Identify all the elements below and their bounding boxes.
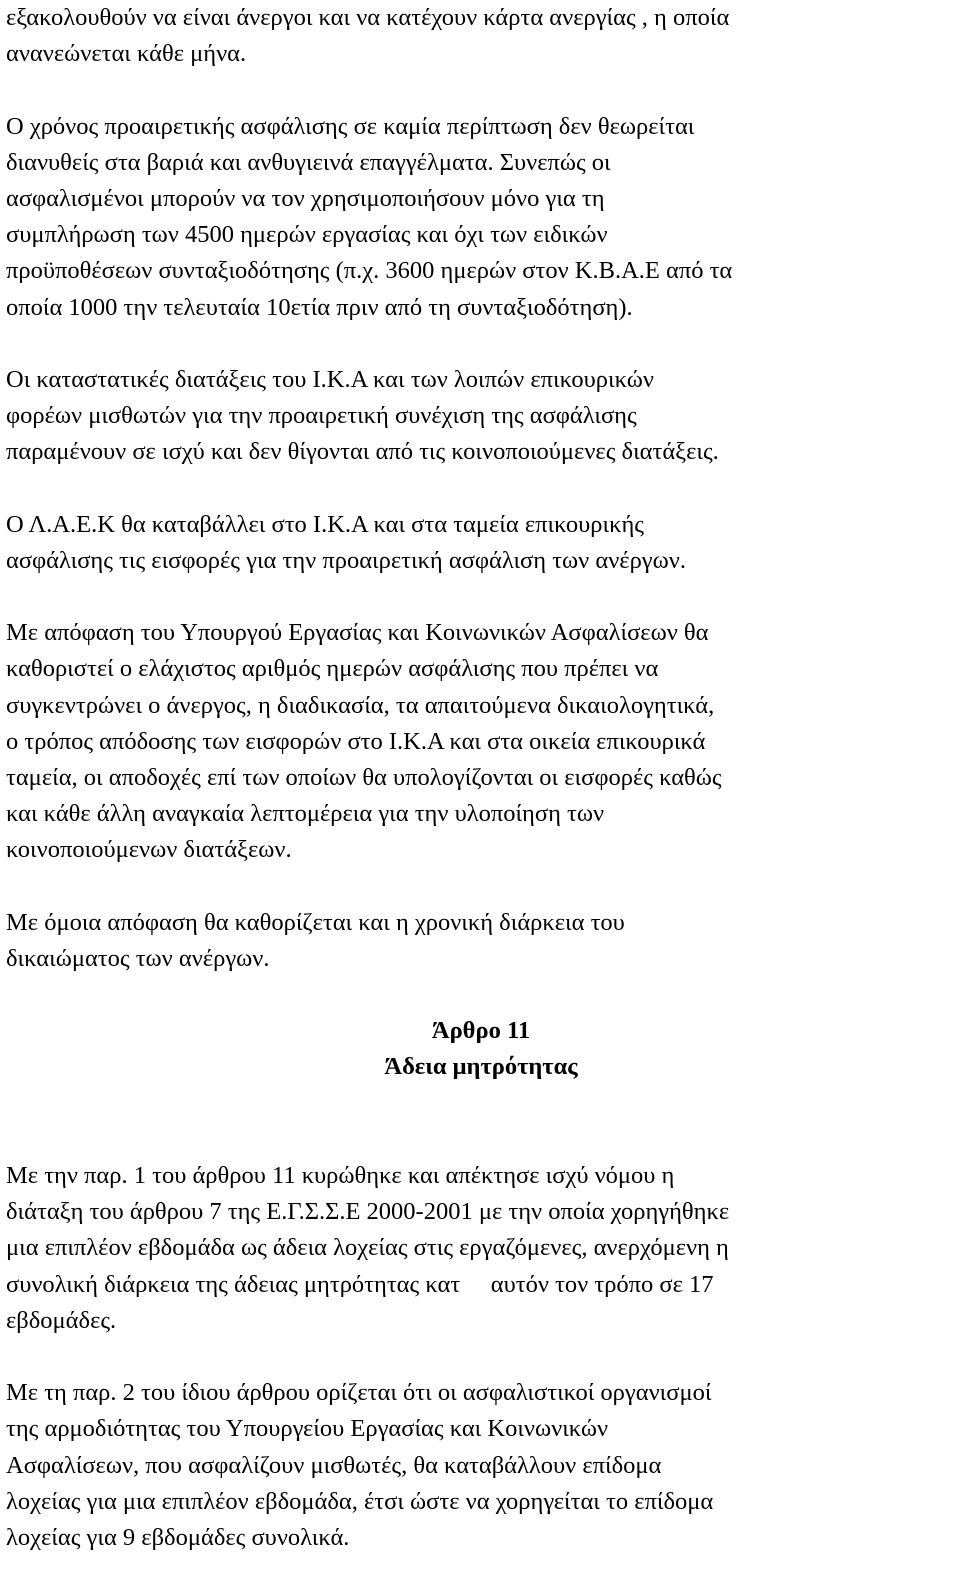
paragraph-gap	[6, 579, 956, 615]
text-line: Ο χρόνος προαιρετικής ασφάλισης σε καμία περίπτωση δεν θεωρείται	[6, 112, 695, 140]
paragraph-ministerial-decision	[6, 615, 956, 868]
paragraph-gap	[6, 1086, 956, 1122]
paragraph-gap	[6, 1122, 956, 1158]
paragraph-gap	[6, 1339, 956, 1375]
text-line: διανυθείς στα βαριά και ανθυγιεινά επαγγέλματα. Συνεπώς οι	[6, 148, 611, 176]
text-line: προϋποθέσεων συνταξιοδότησης (π.χ. 3600 ημερών στον Κ.Β.Α.Ε από τα	[6, 257, 733, 285]
paragraph-unemployment-card	[6, 0, 956, 72]
text-line: καθοριστεί ο ελάχιστος αριθμός ημερών ασφάλισης που πρέπει να	[6, 655, 659, 683]
paragraph-gap	[6, 326, 956, 362]
paragraph-gap	[6, 869, 956, 905]
text-line: κοινοποιούμενων διατάξεων.	[6, 836, 292, 864]
text-line: Με όμοια απόφαση θα καθορίζεται και η χρονική διάρκεια του	[6, 908, 625, 936]
text-line: συγκεντρώνει ο άνεργος, η διαδικασία, τα απαιτούμενα δικαιολογητικά,	[6, 691, 715, 719]
text-line: λοχείας για μια επιπλέον εβδομάδα, έτσι ώστε να χορηγείται το επίδομα	[6, 1487, 714, 1515]
document-page	[6, 0, 956, 1556]
article-title-heading: Άδεια μητρότητας	[384, 1053, 578, 1081]
text-line: ασφαλισμένοι μπορούν να τον χρησιμοποιήσουν μόνο για τη	[6, 184, 605, 212]
paragraph-gap	[6, 470, 956, 506]
article-number-heading: Άρθρο 11	[431, 1017, 531, 1045]
text-line: Με απόφαση του Υπουργού Εργασίας και Κοινωνικών Ασφαλίσεων θα	[6, 619, 709, 647]
text-line: φορέων μισθωτών για την προαιρετική συνέχιση της ασφάλισης	[6, 402, 637, 430]
text-line: Ο Λ.Α.Ε.Κ θα καταβάλλει στο Ι.Κ.Α και στα ταμεία επικουρικής	[6, 510, 644, 538]
text-line: και κάθε άλλη αναγκαία λεπτομέρεια για την υλοποίηση των	[6, 800, 605, 828]
paragraph-laek-contributions	[6, 507, 956, 579]
text-line: Ασφαλίσεων, που ασφαλίζουν μισθωτές, θα καταβάλλουν επίδομα	[6, 1451, 662, 1479]
text-line: παραμένουν σε ισχύ και δεν θίγονται από τις κοινοποιούμενες διατάξεις.	[6, 438, 719, 466]
paragraph-duration-decision	[6, 905, 956, 977]
text-line: συνολική διάρκεια της άδειας μητρότητας κατ αυτόν τον τρόπο σε 17	[6, 1270, 714, 1298]
paragraph-article-11-par-2	[6, 1375, 956, 1556]
text-line: Με την παρ. 1 του άρθρου 11 κυρώθηκε και απέκτησε ισχύ νόμου η	[6, 1162, 675, 1189]
text-line: μια επιπλέον εβδομάδα ως άδεια λοχείας στις εργαζόμενες, ανερχόμενη η	[6, 1234, 729, 1262]
paragraph-article-11-par-1	[6, 1158, 956, 1339]
text-line: διάταξη του άρθρου 7 της Ε.Γ.Σ.Σ.Ε 2000-2001 με την οποία χορηγήθηκε	[6, 1198, 730, 1226]
text-line: συμπλήρωση των 4500 ημερών εργασίας και όχι των ειδικών	[6, 221, 608, 249]
text-line: οποία 1000 την τελευταία 10ετία πριν από τη συνταξιοδότηση).	[6, 293, 633, 321]
text-line: ανανεώνεται κάθε μήνα.	[6, 40, 247, 68]
text-line: ταμεία, οι αποδοχές επί των οποίων θα υπολογίζονται οι εισφορές καθώς	[6, 763, 722, 791]
paragraph-gap	[6, 977, 956, 1013]
text-line: εβδομάδες.	[6, 1306, 117, 1334]
text-line: της αρμοδιότητας του Υπουργείου Εργασίας και Κοινωνικών	[6, 1415, 609, 1443]
paragraph-gap	[6, 72, 956, 108]
text-line: δικαιώματος των ανέργων.	[6, 944, 270, 972]
text-line: ο τρόπος απόδοσης των εισφορών στο Ι.Κ.Α και στα οικεία επικουρικά	[6, 727, 706, 755]
text-line: λοχείας για 9 εβδομάδες συνολικά.	[6, 1523, 350, 1551]
text-line: Οι καταστατικές διατάξεις του Ι.Κ.Α και των λοιπών επικουρικών	[6, 365, 654, 393]
text-line: Με τη παρ. 2 του ίδιου άρθρου ορίζεται ότι οι ασφαλιστικοί οργανισμοί	[6, 1379, 712, 1407]
paragraph-optional-insurance-time	[6, 109, 956, 326]
text-line: ασφάλισης τις εισφορές για την προαιρετική ασφάλιση των ανέργων.	[6, 546, 686, 574]
text-line: εξακολουθούν να είναι άνεργοι και να κατέχουν κάρτα ανεργίας , η οποία	[6, 4, 730, 31]
paragraph-statutory-provisions	[6, 362, 956, 471]
